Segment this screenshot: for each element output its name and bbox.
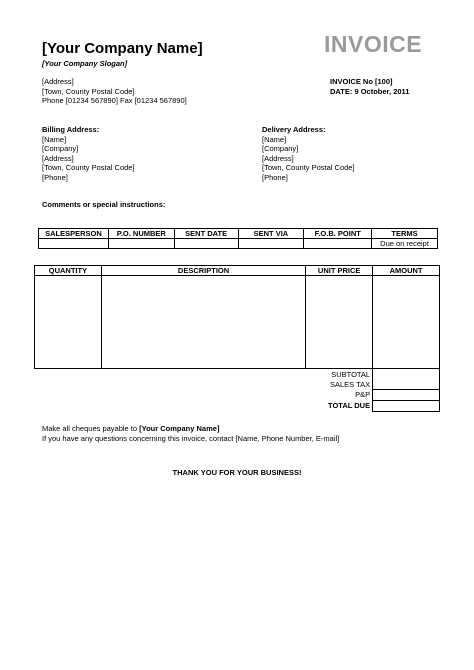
cell-sent-via [238, 239, 304, 249]
billing-line: [Company] [42, 144, 79, 154]
pp-label: P&P [355, 390, 371, 399]
cheques-prefix: Make all cheques payable to [42, 424, 140, 433]
billing-line: [Address] [42, 153, 74, 163]
billing-line: [Name] [42, 134, 67, 144]
address-line: [Town, County Postal Code] [42, 86, 135, 96]
address-line: [Address] [42, 77, 74, 86]
description-column [101, 276, 305, 369]
cell-po-number [108, 239, 174, 249]
delivery-line: [Phone] [262, 172, 288, 182]
invoice-meta [330, 77, 409, 96]
header-unit-price: UNIT PRICE [306, 266, 373, 276]
delivery-line: [Address] [262, 153, 294, 163]
cell-sent-date [174, 239, 238, 249]
sales-tax-label: SALES TAX [329, 379, 371, 389]
delivery-line: [Town, County Postal Code] [262, 163, 355, 173]
cell-fob-point [304, 239, 372, 249]
header-sent-date: SENT DATE [174, 229, 238, 239]
header-sent-via: SENT VIA [238, 229, 304, 239]
pp-value [373, 389, 440, 400]
phone-fax-line: Phone [01234 567890] Fax [01234 567890] [42, 96, 187, 106]
billing-address [42, 125, 135, 183]
header-fob-point: F.O.B. POINT [304, 229, 372, 239]
company-address [42, 77, 187, 106]
billing-line: [Town, County Postal Code] [42, 163, 135, 173]
header-po-number: P.O. NUMBER [108, 229, 174, 239]
sales-tax-value [373, 379, 440, 389]
total-due-label: TOTAL DUE [328, 401, 371, 410]
cheques-line [42, 424, 339, 434]
delivery-heading: Delivery Address: [262, 125, 326, 134]
company-slogan: [Your Company Slogan] [42, 59, 128, 68]
thank-you-message: THANK YOU FOR YOUR BUSINESS! [172, 468, 302, 477]
cell-salesperson [39, 239, 109, 249]
invoice-title: INVOICE [324, 31, 423, 57]
total-due-value [373, 400, 440, 411]
unit-price-column [306, 276, 373, 369]
cell-terms: Due on receipt [372, 239, 438, 249]
questions-line: If you have any questions concerning this invoice, contact [Name, Phone Number, E-mail] [42, 434, 340, 443]
cheques-company: [Your Company Name] [139, 424, 220, 433]
header-amount: AMOUNT [373, 266, 440, 276]
invoice-date: DATE: 9 October, 2011 [330, 86, 410, 96]
subtotal-label: SUBTOTAL [331, 369, 371, 379]
billing-heading: Billing Address: [42, 125, 100, 134]
subtotal-value [373, 369, 440, 380]
header-description: DESCRIPTION [101, 266, 305, 276]
order-info-table [38, 228, 438, 249]
header-terms: TERMS [372, 229, 438, 239]
header-salesperson: SALESPERSON [39, 229, 109, 239]
items-table [34, 265, 440, 412]
amount-column [373, 276, 440, 369]
company-name: [Your Company Name] [42, 40, 203, 57]
delivery-line: [Company] [262, 144, 299, 154]
delivery-address [262, 125, 355, 183]
payment-note [42, 424, 339, 444]
invoice-number: INVOICE No [100] [330, 77, 393, 86]
billing-line: [Phone] [42, 172, 68, 182]
header-quantity: QUANTITY [35, 266, 102, 276]
delivery-line: [Name] [262, 134, 287, 144]
quantity-column [35, 276, 102, 369]
comments-label: Comments or special instructions: [42, 200, 166, 209]
